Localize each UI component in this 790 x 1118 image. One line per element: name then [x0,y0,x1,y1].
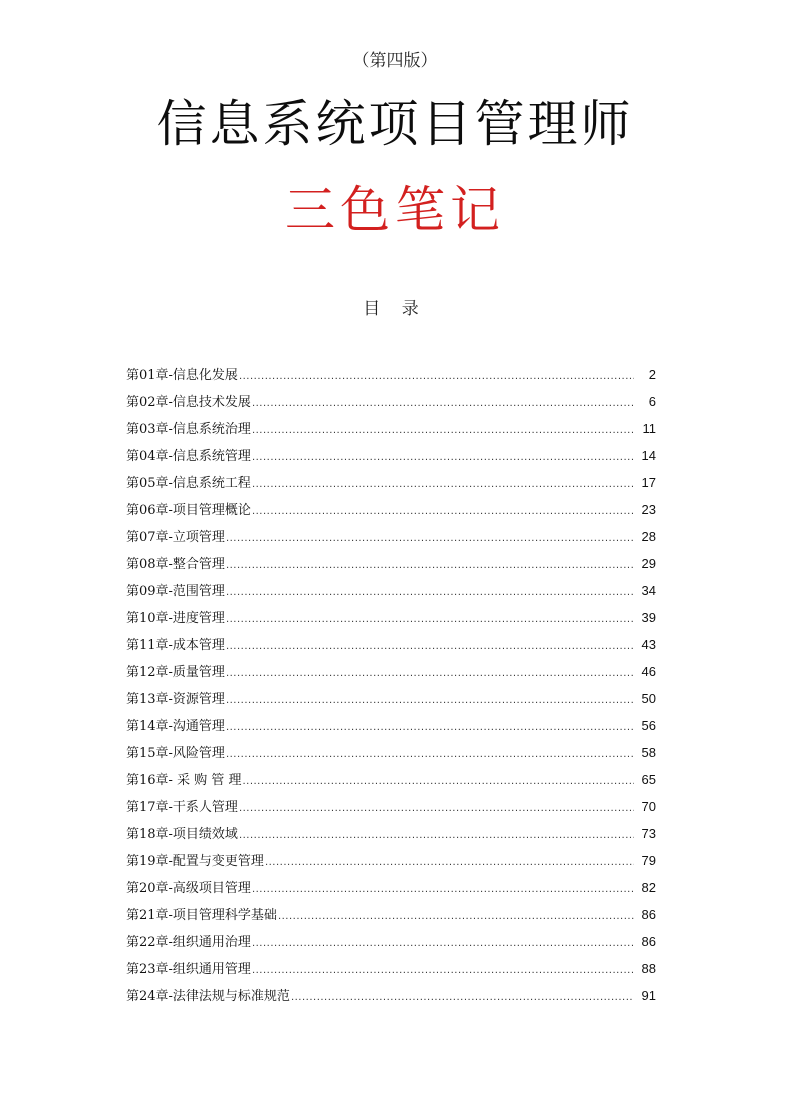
document-title: 信息系统项目管理师 [156,95,634,153]
edition-label: （第四版） [352,51,438,71]
toc-leader-dots [278,911,634,922]
toc-entry-label: 第23章-组织通用管理 [126,962,251,977]
toc-entry-page: 28 [641,529,656,544]
toc-leader-dots [242,776,634,787]
toc-entry-label: 第01章-信息化发展 [126,368,238,383]
toc-entry-page: 88 [641,961,656,976]
toc-entry-label: 第14章-沟通管理 [126,719,225,734]
toc-entry-label: 第13章-资源管理 [126,692,225,707]
toc-entry-page: 73 [641,826,656,841]
toc-entry-page: 14 [641,448,656,463]
toc-heading: 目 录 [363,299,427,319]
toc-entry-page: 58 [641,745,656,760]
toc-entry-label: 第22章-组织通用治理 [126,935,251,950]
toc-entry[interactable] [126,823,656,850]
toc-entry[interactable] [126,985,656,1012]
toc-entry[interactable] [126,958,656,985]
toc-leader-dots [226,668,634,679]
toc-entry[interactable] [126,364,656,391]
toc-entry[interactable] [126,526,656,553]
toc-leader-dots [226,587,634,598]
toc-entry-page: 50 [641,691,656,706]
toc-entry-page: 39 [641,610,656,625]
toc-entry-page: 86 [641,934,656,949]
toc-entry-label: 第08章-整合管理 [126,557,225,572]
toc-entry[interactable] [126,850,656,877]
toc-entry-page: 70 [641,799,656,814]
toc-entry-page: 46 [641,664,656,679]
toc-entry[interactable] [126,445,656,472]
toc-entry-label: 第07章-立项管理 [126,530,225,545]
toc-entry-page: 2 [648,367,656,382]
toc-entry[interactable] [126,391,656,418]
toc-leader-dots [252,479,634,490]
toc-entry-label: 第15章-风险管理 [126,746,225,761]
toc-entry-label: 第21章-项目管理科学基础 [126,908,277,923]
toc-leader-dots [226,641,634,652]
toc-entry-page: 17 [641,475,656,490]
toc-entry-page: 91 [641,988,656,1003]
toc-entry-page: 6 [648,394,656,409]
toc-entry-label: 第24章-法律法规与标准规范 [126,989,290,1004]
toc-leader-dots [252,938,634,949]
table-of-contents [126,364,656,1012]
toc-leader-dots [252,398,634,409]
toc-entry-label: 第09章-范围管理 [126,584,225,599]
toc-leader-dots [239,803,634,814]
toc-entry-label: 第20章-高级项目管理 [126,881,251,896]
toc-entry-page: 79 [641,853,656,868]
toc-leader-dots [252,965,634,976]
toc-leader-dots [226,560,634,571]
toc-entry[interactable] [126,931,656,958]
toc-entry-label: 第10章-进度管理 [126,611,225,626]
toc-entry[interactable] [126,742,656,769]
toc-entry[interactable] [126,796,656,823]
toc-leader-dots [226,749,634,760]
toc-leader-dots [239,371,634,382]
toc-entry-page: 29 [641,556,656,571]
toc-entry[interactable] [126,472,656,499]
toc-entry[interactable] [126,553,656,580]
toc-entry-page: 82 [641,880,656,895]
toc-entry[interactable] [126,418,656,445]
toc-entry-label: 第17章-干系人管理 [126,800,238,815]
toc-entry-label: 第12章-质量管理 [126,665,225,680]
document-subtitle: 三色笔记 [285,181,505,239]
toc-leader-dots [252,506,634,517]
toc-entry-label: 第04章-信息系统管理 [126,449,251,464]
toc-entry-page: 43 [641,637,656,652]
toc-entry-label: 第02章-信息技术发展 [126,395,251,410]
toc-entry-page: 65 [641,772,656,787]
toc-entry[interactable] [126,877,656,904]
toc-entry-label: 第03章-信息系统治理 [126,422,251,437]
toc-leader-dots [226,695,634,706]
toc-entry-page: 23 [641,502,656,517]
toc-entry-label: 第06章-项目管理概论 [126,503,251,518]
toc-entry-label: 第19章-配置与变更管理 [126,854,264,869]
toc-entry-page: 86 [641,907,656,922]
toc-entry-label: 第18章-项目绩效域 [126,827,238,842]
toc-entry[interactable] [126,499,656,526]
toc-leader-dots [291,992,634,1003]
toc-leader-dots [252,884,634,895]
toc-entry[interactable] [126,904,656,931]
toc-leader-dots [252,452,634,463]
toc-entry-label: 第05章-信息系统工程 [126,476,251,491]
toc-entry[interactable] [126,688,656,715]
toc-entry-label: 第11章-成本管理 [126,638,225,653]
toc-entry[interactable] [126,769,656,796]
toc-entry-page: 11 [642,421,656,436]
toc-leader-dots [226,533,634,544]
toc-leader-dots [226,614,634,625]
toc-leader-dots [265,857,634,868]
toc-leader-dots [226,722,634,733]
toc-entry-label: 第16章- 采 购 管 理 [126,773,242,788]
toc-entry-page: 56 [641,718,656,733]
toc-entry[interactable] [126,661,656,688]
toc-leader-dots [252,425,634,436]
toc-entry[interactable] [126,634,656,661]
toc-entry[interactable] [126,607,656,634]
toc-entry[interactable] [126,580,656,607]
toc-leader-dots [239,830,634,841]
toc-entry[interactable] [126,715,656,742]
toc-entry-page: 34 [641,583,656,598]
